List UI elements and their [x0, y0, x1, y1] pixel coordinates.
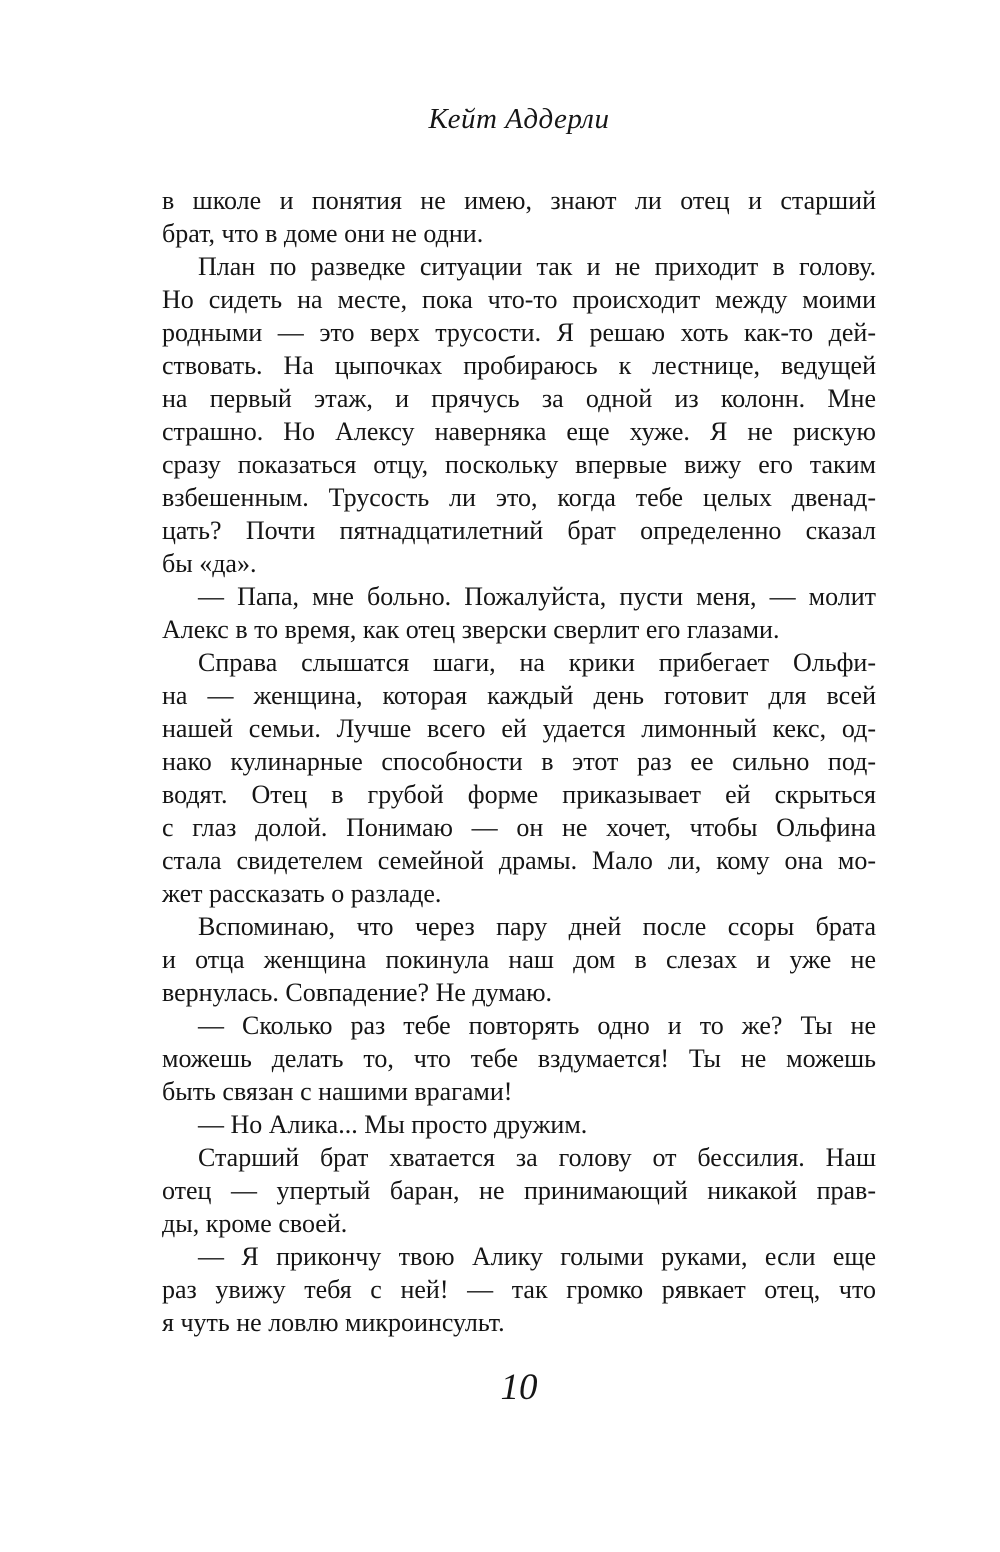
page-number: 10 — [500, 1367, 538, 1408]
text-line: ды, кроме своей. — [162, 1209, 348, 1238]
text-line: Справа слышатся шаги, на крики прибегает Ольфи- — [198, 648, 876, 677]
paragraph — [162, 184, 876, 250]
text-line: План по разведке ситуации так и не приходит в голову. — [198, 252, 876, 281]
text-line: нашей семьи. Лучше всего ей удается лимонный кекс, од- — [162, 714, 876, 743]
text-line: стала свидетелем семейной драмы. Мало ли, кому она мо- — [162, 846, 876, 875]
text-line: жет рассказать о разладе. — [162, 879, 442, 908]
paragraph — [162, 910, 876, 1009]
text-line: родными — это верх трусости. Я решаю хоть как-то дей- — [162, 318, 876, 347]
text-line: с глаз долой. Понимаю — он не хочет, чтобы Ольфина — [162, 813, 876, 842]
text-line: вернулась. Совпадение? Не думаю. — [162, 978, 553, 1007]
text-line: брат, что в доме они не одни. — [162, 219, 484, 248]
paragraph — [162, 250, 876, 580]
text-line: ствовать. На цыпочках пробираюсь к лестнице, ведущей — [162, 351, 876, 380]
text-line: Вспоминаю, что через пару дней после ссоры брата — [198, 912, 876, 941]
text-line: отец — упертый баран, не принимающий никакой прав- — [162, 1176, 876, 1205]
text-line: — Я прикончу твою Алику голыми руками, если еще — [198, 1242, 876, 1271]
paragraph — [162, 1240, 876, 1339]
text-line: страшно. Но Алексу наверняка еще хуже. Я не рискую — [162, 417, 876, 446]
paragraph — [162, 646, 876, 910]
text-line: на — женщина, которая каждый день готовит для всей — [162, 681, 876, 710]
text-block — [162, 184, 876, 1339]
text-line: взбешенным. Трусость ли это, когда тебе целых двенад- — [162, 483, 876, 512]
text-line: в школе и понятия не имею, знают ли отец и старший — [162, 186, 876, 215]
text-line: на первый этаж, и прячусь за одной из колонн. Мне — [162, 384, 876, 413]
text-line: можешь делать то, что тебе вздумается! Ты не можешь — [162, 1044, 876, 1073]
text-line: нако кулинарные способности в этот раз ее сильно под- — [162, 747, 876, 776]
text-line: Алекс в то время, как отец зверски сверлит его глазами. — [162, 615, 780, 644]
paragraph — [162, 1108, 876, 1141]
text-line: — Но Алика... Мы просто дружим. — [198, 1110, 588, 1139]
text-line: Но сидеть на месте, пока что-то происходит между моими — [162, 285, 876, 314]
text-line: — Папа, мне больно. Пожалуйста, пусти меня, — молит — [198, 582, 876, 611]
paragraph — [162, 1141, 876, 1240]
text-line: сразу показаться отцу, поскольку впервые вижу его таким — [162, 450, 876, 479]
text-line: водят. Отец в грубой форме приказывает ей скрыться — [162, 780, 876, 809]
text-line: — Сколько раз тебе повторять одно и то же? Ты не — [198, 1011, 876, 1040]
text-line: цать? Почти пятнадцатилетний брат определенно сказал — [162, 516, 876, 545]
text-line: и отца женщина покинула наш дом в слезах и уже не — [162, 945, 876, 974]
paragraph — [162, 580, 876, 646]
text-line: я чуть не ловлю микроинсульт. — [162, 1308, 505, 1337]
text-line: раз увижу тебя с ней! — так громко рявкает отец, что — [162, 1275, 876, 1304]
running-head: Кейт Аддерли — [428, 103, 610, 135]
text-line: бы «да». — [162, 549, 257, 578]
text-line: Старший брат хватается за голову от бессилия. Наш — [198, 1143, 876, 1172]
paragraph — [162, 1009, 876, 1108]
text-line: быть связан с нашими врагами! — [162, 1077, 513, 1106]
